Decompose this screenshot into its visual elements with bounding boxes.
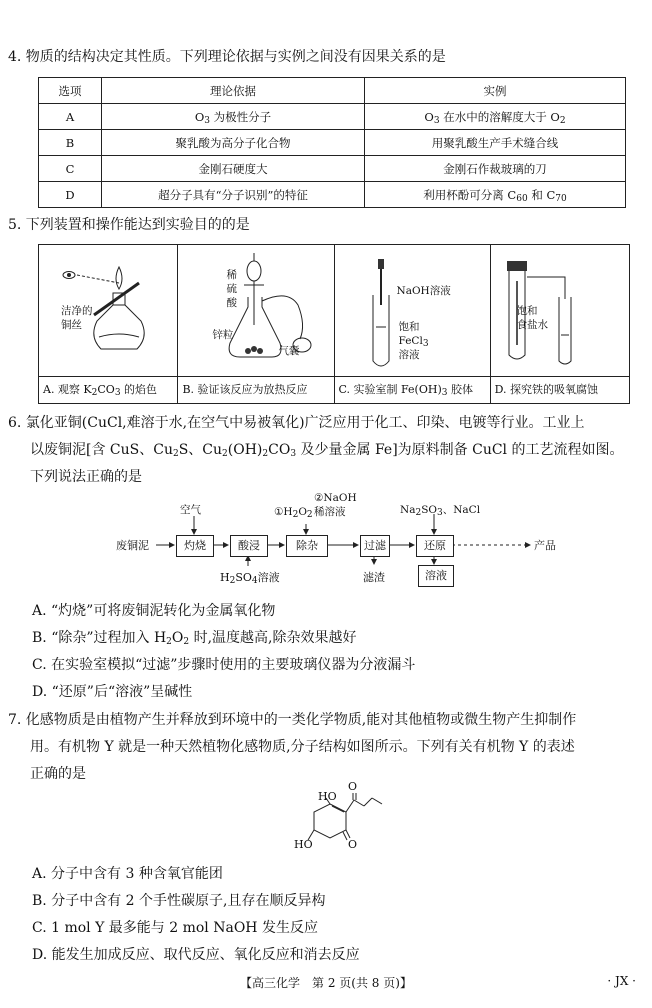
flow-start: 废铜泥 — [116, 539, 149, 552]
alcohol-lamp-drawing — [39, 245, 177, 377]
flow-step-acid-leach: 酸浸 — [230, 535, 268, 557]
atom-label-o-top: O — [348, 780, 358, 793]
table-cell: C — [39, 156, 102, 182]
q6-stem-line: 下列说法正确的是 — [30, 469, 142, 485]
apparatus-a — [39, 245, 178, 403]
table-row — [39, 104, 626, 130]
flow-step-roast: 灼烧 — [176, 535, 214, 557]
table-cell: $O_3$ 在水中的溶解度大于 $O_2$ — [365, 104, 626, 130]
q7-option-c: C. 1 mol Y 最多能与 2 mol NaOH 发生反应 — [32, 920, 318, 936]
label-zinc: 锌粒 — [212, 329, 234, 341]
table-cell: 利用杯酚可分离 $C_{60}$ 和 $C_{70}$ — [365, 182, 626, 208]
table-header: 选项 — [39, 78, 102, 104]
molecule-structure — [290, 780, 390, 852]
table-header-row — [39, 78, 626, 104]
q6-option-a: A. “灼烧”可将废铜泥转化为金属氧化物 — [32, 603, 276, 619]
label-clean: 洁净的 — [61, 305, 93, 317]
table-header: 实例 — [365, 78, 626, 104]
table-header: 理论依据 — [102, 78, 365, 104]
flow-step-filter: 过滤 — [360, 535, 390, 557]
atom-label-o-bottom: O — [348, 838, 358, 851]
q5-stem: 5. 下列装置和操作能达到实验目的的是 — [8, 217, 250, 233]
table-cell: 聚乳酸为高分子化合物 — [102, 130, 365, 156]
footer-code: · JX · — [607, 974, 636, 988]
label-copper-wire: 铜丝 — [61, 319, 82, 331]
table-cell: $O_3$ 为极性分子 — [102, 104, 365, 130]
q6-option-c: C. 在实验室模拟“过滤”步骤时使用的主要玻璃仪器为分液漏斗 — [32, 657, 416, 673]
apparatus-d — [491, 245, 629, 403]
table-cell: A — [39, 104, 102, 130]
table-cell: 金刚石硬度大 — [102, 156, 365, 182]
q6-option-d: D. “还原”后“溶液”呈碱性 — [32, 684, 193, 700]
apparatus-c — [335, 245, 491, 403]
atom-label-ho-bottom: HO — [294, 838, 313, 851]
q7-stem-line: 7. 化感物质是由植物产生并释放到环境中的一类化学物质,能对其他植物或微生物产生抑制作 — [8, 712, 577, 728]
label-saturated: 饱和 — [516, 305, 538, 317]
label-brine: 食盐水 — [516, 319, 549, 331]
atom-label-ho-top: HO — [318, 790, 337, 803]
table-row — [39, 156, 626, 182]
table-row — [39, 182, 626, 208]
q6-stem-line: 以废铜泥[含 CuS、$Cu_2S$、$Cu_2(OH)_2CO_3$ 及少量金属 Fe]为原料制备 CuCl 的工艺流程如图。 — [30, 442, 624, 459]
caption-d: D. 探究铁的吸氧腐蚀 — [491, 376, 629, 403]
output-solution: 溶液 — [418, 565, 454, 587]
q7-option-d: D. 能发生加成反应、取代反应、氧化反应和消去反应 — [32, 947, 360, 963]
q4-stem: 4. 物质的结构决定其性质。下列理论依据与实例之间没有因果关系的是 — [8, 49, 446, 65]
input-dilute-solution: 稀溶液 — [314, 506, 346, 518]
input-na2so3-nacl: $Na_2SO_3$、NaCl — [400, 504, 481, 518]
process-flow-diagram — [110, 492, 580, 566]
caption-a: A. 观察 $K_2CO_3$ 的焰色 — [39, 376, 177, 403]
footer-page-info: 【高三化学 第 2 页(共 8 页)】 — [240, 976, 412, 990]
flow-step-purify: 除杂 — [286, 535, 328, 557]
corrosion-tube-drawing — [491, 245, 625, 377]
output-residue: 滤渣 — [363, 571, 385, 584]
q4-table — [38, 77, 626, 208]
q7-stem-line: 正确的是 — [30, 766, 86, 782]
table-cell: 超分子具有“分子识别”的特征 — [102, 182, 365, 208]
label-sulfuric: 硫 — [226, 283, 237, 295]
caption-b: B. 验证该反应为放热反应 — [178, 376, 333, 403]
label-naoh: NaOH溶液 — [396, 285, 451, 297]
flask-funnel-drawing — [178, 245, 336, 377]
q7-option-a: A. 分子中含有 3 种含氧官能团 — [32, 866, 223, 882]
table-row — [39, 130, 626, 156]
caption-c: C. 实验室制 $Fe(OH)_3$ 胶体 — [335, 376, 490, 403]
q5-apparatus-figure — [38, 244, 630, 404]
apparatus-b — [178, 245, 334, 403]
label-fecl3: FeCl$_3$ — [398, 335, 429, 349]
label-acid: 酸 — [226, 297, 237, 309]
table-cell: 金刚石作裁玻璃的刀 — [365, 156, 626, 182]
flow-end: 产品 — [534, 539, 556, 552]
input-h2so4: $H_2SO_4$溶液 — [220, 571, 280, 586]
table-cell: D — [39, 182, 102, 208]
label-gas-bag: 气囊 — [278, 345, 300, 357]
label-dilute: 稀 — [226, 269, 237, 281]
q6-option-b: B. “除杂”过程加入 $H_2O_2$ 时,温度越高,除杂效果越好 — [32, 630, 357, 647]
q6-stem-line: 6. 氯化亚铜(CuCl,难溶于水,在空气中易被氧化)广泛应用于化工、印染、电镀等行业。工业上 — [8, 415, 585, 431]
q7-option-b: B. 分子中含有 2 个手性碳原子,且存在顺反异构 — [32, 893, 326, 909]
label-solution: 溶液 — [398, 349, 420, 361]
flow-step-reduce: 还原 — [416, 535, 454, 557]
q7-stem — [8, 707, 644, 788]
table-cell: B — [39, 130, 102, 156]
input-air: 空气 — [180, 504, 201, 516]
q6-stem — [8, 410, 644, 491]
input-naoh: ②NaOH — [314, 492, 357, 504]
table-cell: 用聚乳酸生产手术缝合线 — [365, 130, 626, 156]
input-h2o2: $①H_2O_2$ — [274, 506, 313, 520]
q7-stem-line: 用。有机物 Y 就是一种天然植物化感物质,分子结构如图所示。下列有关有机物 Y 的表述 — [30, 739, 575, 755]
label-saturated: 饱和 — [398, 321, 420, 333]
